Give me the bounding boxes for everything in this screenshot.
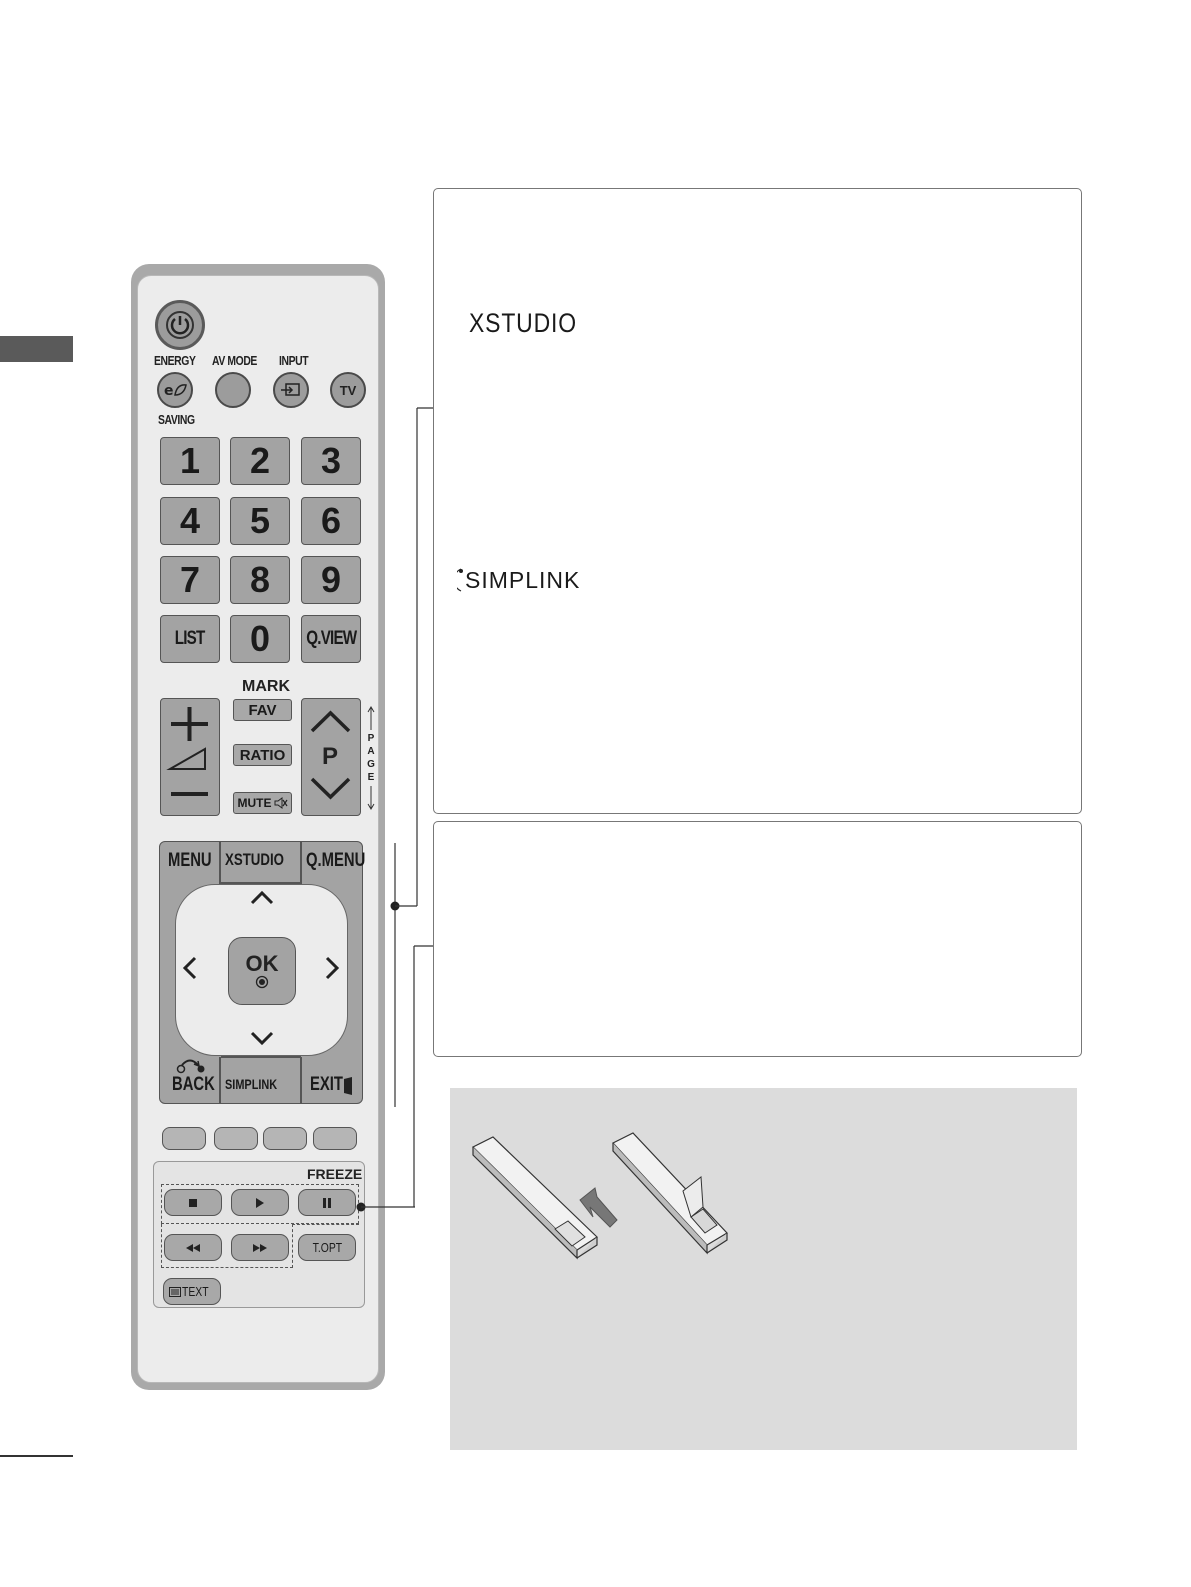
- xstudio-logo: XSTUDIO: [469, 308, 577, 338]
- key-1[interactable]: 1: [160, 437, 220, 485]
- program-label: P: [322, 743, 339, 770]
- power-icon: [165, 310, 195, 340]
- menu-button[interactable]: MENU: [168, 850, 212, 871]
- mark-label: MARK: [242, 678, 290, 695]
- q-view-label: Q.VIEW: [305, 628, 357, 649]
- exit-button[interactable]: EXIT: [310, 1074, 343, 1095]
- rewind-icon: [185, 1243, 201, 1253]
- arrow-left-icon[interactable]: [180, 956, 198, 980]
- key-0[interactable]: 0: [230, 615, 290, 663]
- list-button[interactable]: [160, 615, 220, 663]
- energy-saving-button[interactable]: [157, 372, 193, 408]
- q-view-button[interactable]: [301, 615, 361, 663]
- key-9[interactable]: 9: [301, 556, 361, 604]
- blue-key[interactable]: [313, 1127, 357, 1150]
- t-opt-button[interactable]: [298, 1234, 356, 1261]
- eco-leaf-icon: [163, 382, 187, 398]
- key-8[interactable]: 8: [230, 556, 290, 604]
- green-key[interactable]: [214, 1127, 258, 1150]
- stop-icon: [188, 1198, 198, 1208]
- key-5[interactable]: 5: [230, 497, 290, 545]
- exit-door-icon: [343, 1076, 353, 1096]
- mute-label: MUTE: [237, 796, 272, 810]
- chevron-down-icon: [302, 771, 359, 811]
- av-mode-button[interactable]: [215, 372, 251, 408]
- svg-text:e: e: [164, 383, 174, 398]
- freeze-label: FREEZE: [307, 1166, 363, 1182]
- key-7[interactable]: 7: [160, 556, 220, 604]
- input-label: INPUT: [279, 353, 309, 368]
- teletext-icon: [169, 1287, 181, 1297]
- energy-label: ENERGY: [154, 353, 196, 368]
- volume-rocker[interactable]: [160, 698, 220, 816]
- tv-button[interactable]: [330, 372, 366, 408]
- volume-triangle-icon: [161, 699, 218, 813]
- mute-button[interactable]: [233, 792, 292, 814]
- input-arrow-icon: [280, 383, 302, 397]
- back-arrow-icon: [176, 1056, 206, 1074]
- playback-description-box: [433, 821, 1082, 1057]
- tv-label: TV: [339, 382, 357, 398]
- saving-label: SAVING: [158, 412, 195, 427]
- fav-button[interactable]: FAV: [233, 699, 292, 721]
- speaker-mute-icon: [274, 797, 288, 809]
- page-rule: [0, 1455, 73, 1457]
- page-label: P A G E: [367, 733, 375, 783]
- power-button[interactable]: [155, 300, 205, 350]
- list-label: LIST: [175, 628, 205, 649]
- fast-forward-button[interactable]: [231, 1234, 289, 1261]
- pause-icon: [322, 1197, 332, 1209]
- play-button[interactable]: [231, 1189, 289, 1216]
- chapter-tab: [0, 336, 73, 362]
- rewind-button[interactable]: [164, 1234, 222, 1261]
- xstudio-button[interactable]: XSTUDIO: [225, 850, 284, 869]
- av-mode-label: AV MODE: [212, 353, 257, 368]
- red-key[interactable]: [162, 1127, 206, 1150]
- yellow-key[interactable]: [263, 1127, 307, 1150]
- simplink-button[interactable]: SIMPLINK: [225, 1076, 278, 1092]
- text-button[interactable]: [163, 1278, 221, 1305]
- simplink-logo: SIMPLINK: [457, 565, 577, 600]
- chevron-up-icon: [302, 699, 359, 739]
- ratio-button[interactable]: RATIO: [233, 744, 292, 766]
- fast-forward-icon: [252, 1243, 268, 1253]
- back-button[interactable]: BACK: [172, 1074, 215, 1095]
- ok-button[interactable]: [228, 937, 296, 1005]
- stop-button[interactable]: [164, 1189, 222, 1216]
- freeze-callout-line: [355, 1200, 420, 1212]
- key-3[interactable]: 3: [301, 437, 361, 485]
- key-4[interactable]: 4: [160, 497, 220, 545]
- key-6[interactable]: 6: [301, 497, 361, 545]
- remote-battery-cover-open-illustration: [605, 1125, 745, 1275]
- input-button[interactable]: [273, 372, 309, 408]
- text-label: TEXT: [181, 1284, 209, 1299]
- play-icon: [255, 1197, 265, 1209]
- ok-label: OK: [245, 951, 279, 976]
- key-2[interactable]: 2: [230, 437, 290, 485]
- ok-dot-icon: [255, 975, 269, 989]
- q-menu-button[interactable]: Q.MENU: [306, 850, 366, 871]
- program-rocker[interactable]: [301, 698, 361, 816]
- arrow-right-icon[interactable]: [324, 956, 342, 980]
- t-opt-label: T.OPT: [312, 1240, 342, 1255]
- function-description-box: [433, 188, 1082, 814]
- arrow-up-icon[interactable]: [250, 888, 274, 906]
- arrow-down-icon[interactable]: [250, 1030, 274, 1048]
- pause-button[interactable]: [298, 1189, 356, 1216]
